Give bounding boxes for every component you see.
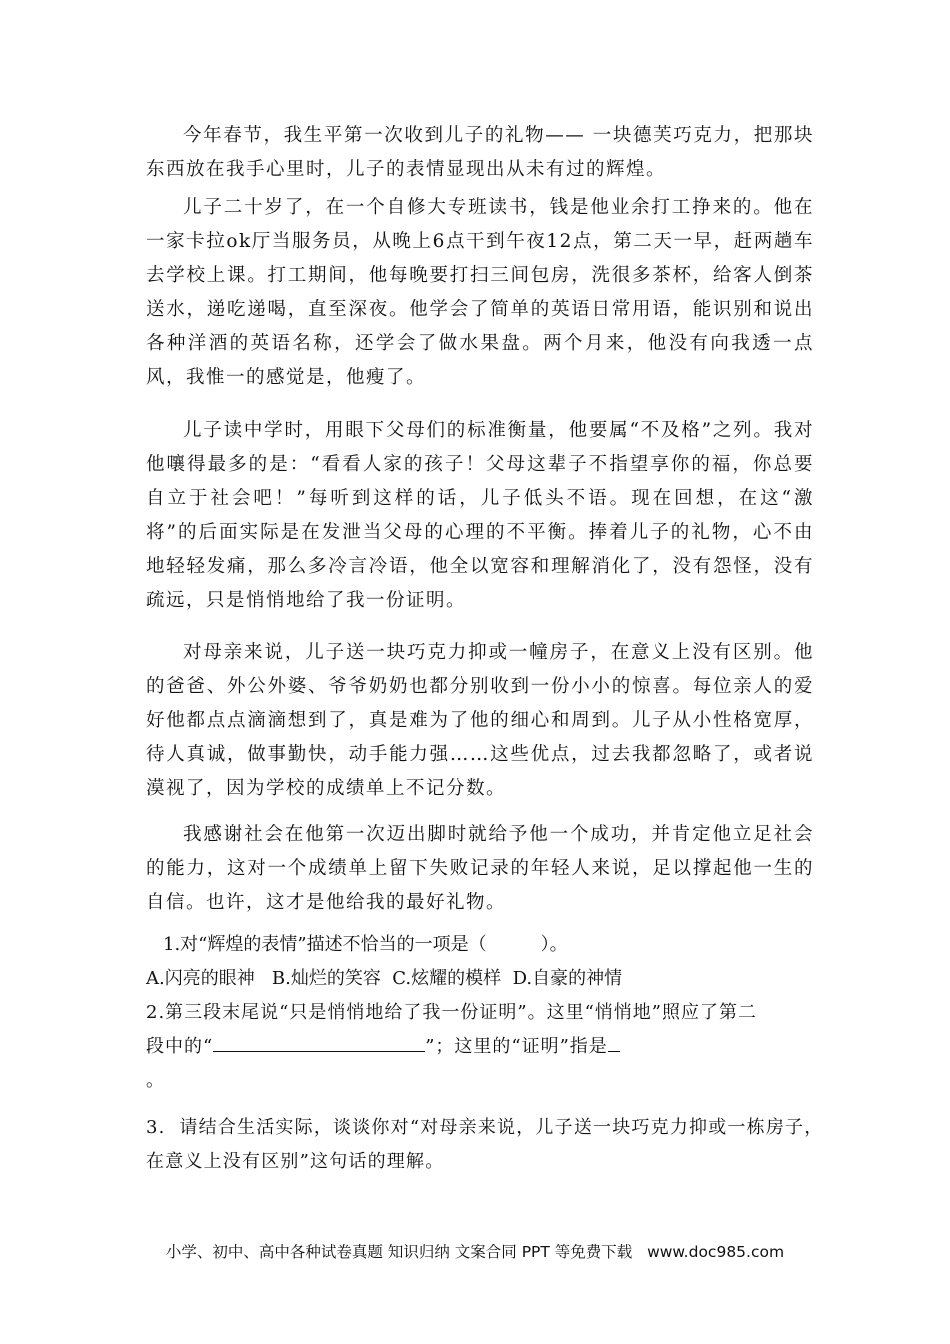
question-2-text-a: 段中的“ — [146, 1036, 214, 1057]
answer-blank-1[interactable] — [213, 1033, 425, 1052]
passage-paragraph-1: 今年春节，我生平第一次收到儿子的礼物—— 一块德芙巧克力，把那块东西放在我手心里时，儿子的表情显现出从未有过的辉煌。 — [146, 125, 814, 180]
question-1-end: ）。 — [540, 934, 568, 955]
passage-paragraph-3: 儿子读中学时，用眼下父母们的标准衡量，他要属“不及格”之列。我对他嚷得最多的是：“看看人家的孩子！父母这辈子不指望享你的福，你总要自立于社会吧！”每听到这样的话，儿子低头不语。现在回想，在这“激将”的后面实际是在发泄当父母的心理的不平衡。捧着儿子的礼物，心不由地轻轻发痛，那么多冷言冷语，他全以宽容和理解消化了，没有怨怪，没有疏远，只是悄悄地给了我一份证明。 — [146, 420, 814, 611]
page-footer: 小学、初中、高中各种试卷真题 知识归纳 文案合同 PPT 等免费下载 www.doc985.com — [165, 1243, 785, 1261]
question-2-text-b: ”；这里的“证明”指是 — [425, 1036, 608, 1057]
question-3-line-2: 在意义上没有区别”这句话的理解。 — [146, 1151, 445, 1172]
question-1-options: A.闪亮的眼神 B.灿烂的笑容 C.炫耀的模样 D.自豪的神情 — [146, 968, 623, 989]
question-3-line-1: 3. 请结合生活实际，谈谈你对“对母亲来说，儿子送一块巧克力抑或一栋房子， — [146, 1117, 824, 1138]
question-1-stem: 1.对“辉煌的表情”描述不恰当的一项是（ — [163, 934, 487, 955]
question-2-line-1: 2.第三段末尾说“只是悄悄地给了我一份证明”。这里“悄悄地”照应了第二 — [146, 1002, 757, 1023]
question-2-line-2 — [146, 1030, 620, 1064]
passage-paragraph-4: 对母亲来说，儿子送一块巧克力抑或一幢房子，在意义上没有区别。他的爸爸、外公外婆、爷爷奶奶也都分别收到一份小小的惊喜。每位亲人的爱好他都点点滴滴想到了，真是难为了他的细心和周到。儿子从小性格宽厚，待人真诚，做事勤快，动手能力强……这些优点，过去我都忽略了，或者说漠视了，因为学校的成绩单上不记分数。 — [146, 642, 814, 799]
passage-paragraph-5: 我感谢社会在他第一次迈出脚时就给予他一个成功，并肯定他立足社会的能力，这对一个成绩单上留下失败记录的年轻人来说，足以撑起他一生的自信。也许，这才是他给我的最好礼物。 — [146, 824, 814, 913]
question-2-line-3: 。 — [146, 1070, 164, 1091]
question-1 — [163, 928, 568, 962]
passage-paragraph-2: 儿子二十岁了，在一个自修大专班读书，钱是他业余打工挣来的。他在一家卡拉ok厅当服务员，从晚上6点干到午夜12点，第二天一早，赶两趟车去学校上课。打工期间，他每晚要打扫三间包房，洗很多茶杯，给客人倒茶送水，递吃递喝，直至深夜。他学会了简单的英语日常用语，能识别和说出各种洋酒的英语名称，还学会了做水果盘。两个月来，他没有向我透一点风，我惟一的感觉是，他瘦了。 — [146, 197, 814, 388]
answer-blank-2[interactable] — [608, 1033, 620, 1052]
